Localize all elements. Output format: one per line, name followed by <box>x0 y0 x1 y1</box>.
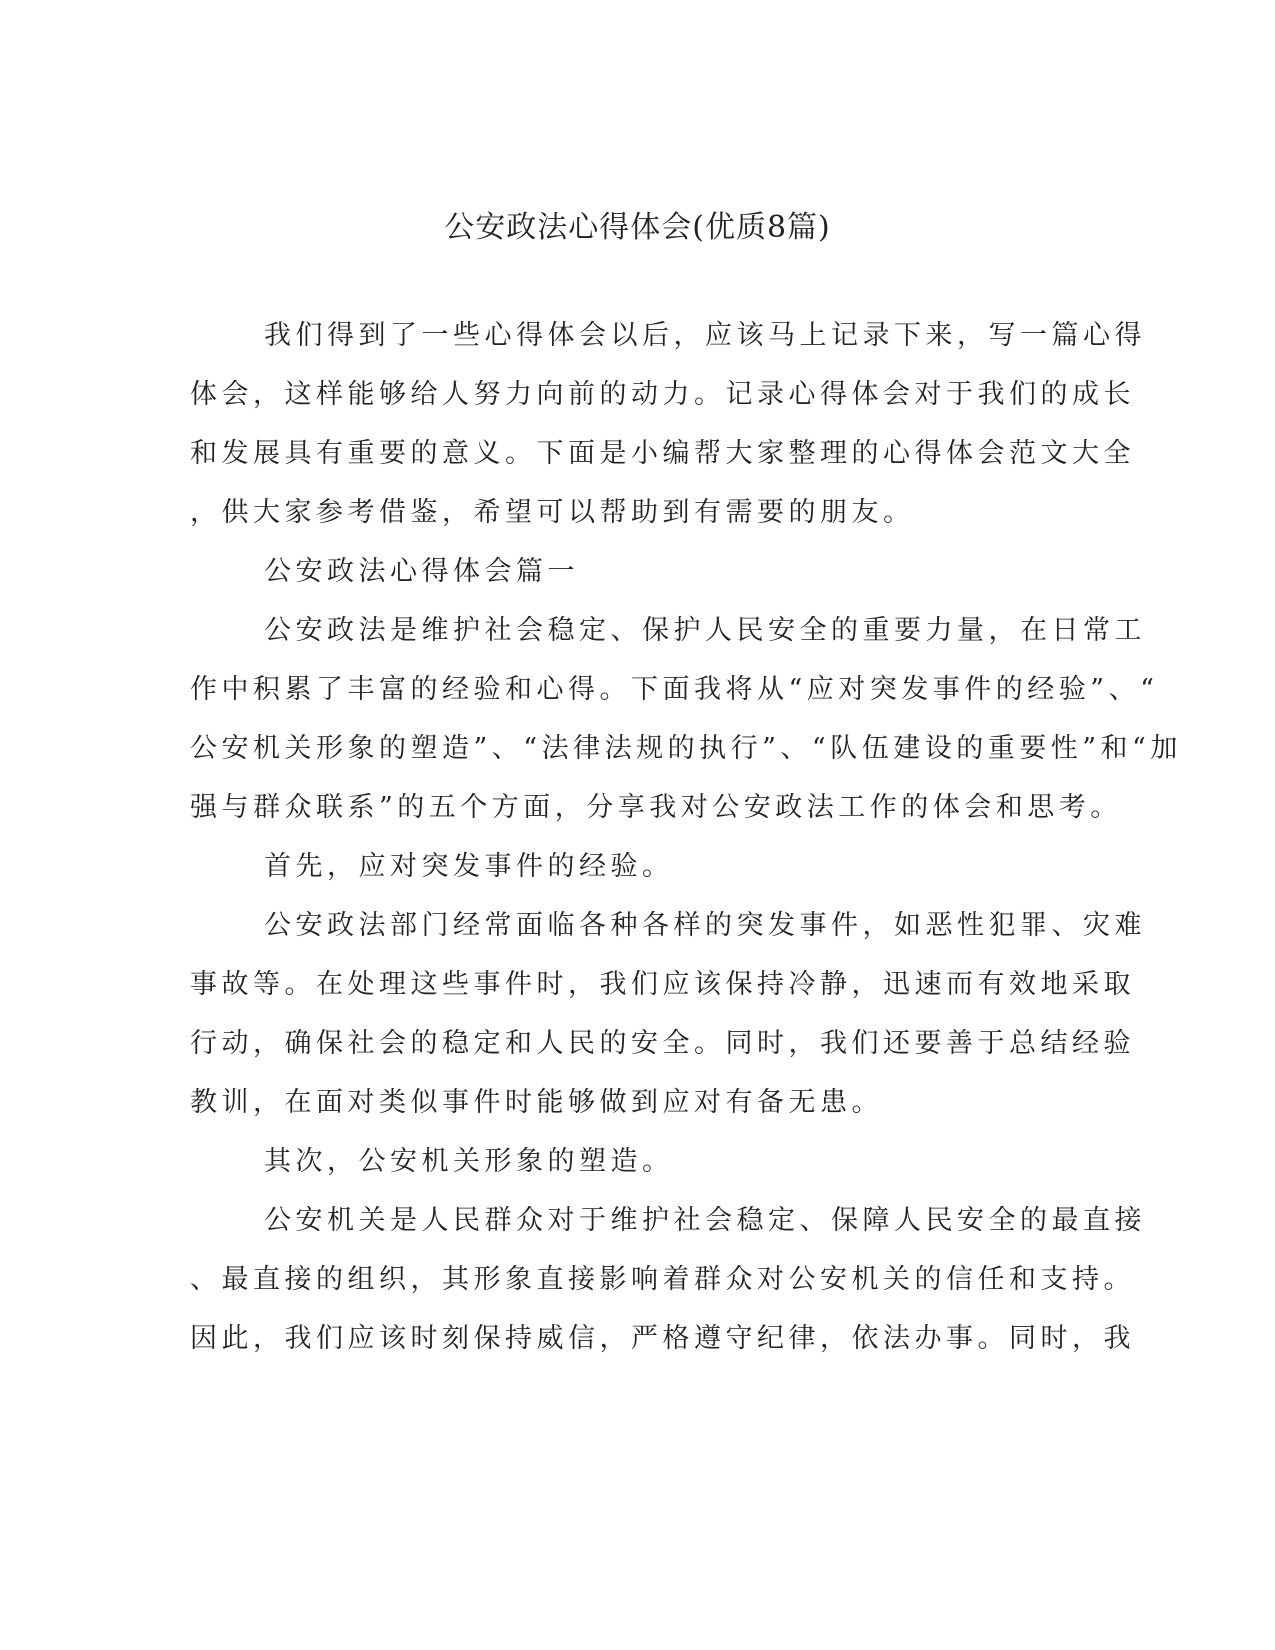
paragraph-line: 体会，这样能够给人努力向前的动力。记录心得体会对于我们的成长 <box>190 379 1135 410</box>
section-heading: 公安政法心得体会篇一 <box>264 556 579 587</box>
paragraph-line: 强与群众联系”的五个方面，分享我对公安政法工作的体会和思考。 <box>190 792 1122 823</box>
paragraph-line: 事故等。在处理这些事件时，我们应该保持冷静，迅速而有效地采取 <box>190 969 1135 1000</box>
paragraph-line: 公安政法是维护社会稳定、保护人民安全的重要力量，在日常工 <box>264 615 1146 646</box>
paragraph-line: 因此，我们应该时刻保持威信，严格遵守纪律，依法办事。同时，我 <box>190 1323 1135 1354</box>
paragraph-line: 公安政法部门经常面临各种各样的突发事件，如恶性犯罪、灾难 <box>264 910 1146 941</box>
paragraph-line: ，供大家参考借鉴，希望可以帮助到有需要的朋友。 <box>190 497 915 528</box>
paragraph-line: 和发展具有重要的意义。下面是小编帮大家整理的心得体会范文大全 <box>190 438 1135 469</box>
paragraph-line: 公安机关是人民群众对于维护社会稳定、保障人民安全的最直接 <box>264 1205 1146 1236</box>
paragraph-line: 其次，公安机关形象的塑造。 <box>264 1146 674 1177</box>
paragraph-line: 首先，应对突发事件的经验。 <box>264 851 674 882</box>
paragraph-line: 作中积累了丰富的经验和心得。下面我将从“应对突发事件的经验”、“ <box>190 674 1159 705</box>
paragraph-line: 、最直接的组织，其形象直接影响着群众对公安机关的信任和支持。 <box>190 1264 1135 1295</box>
paragraph-line: 公安机关形象的塑造”、“法律法规的执行”、“队伍建设的重要性”和“加 <box>190 733 1182 764</box>
paragraph-line: 我们得到了一些心得体会以后，应该马上记录下来，写一篇心得 <box>264 320 1146 351</box>
paragraph-line: 教训，在面对类似事件时能够做到应对有备无患。 <box>190 1087 883 1118</box>
document-title: 公安政法心得体会(优质8篇) <box>444 210 831 245</box>
paragraph-line: 行动，确保社会的稳定和人民的安全。同时，我们还要善于总结经验 <box>190 1028 1135 1059</box>
